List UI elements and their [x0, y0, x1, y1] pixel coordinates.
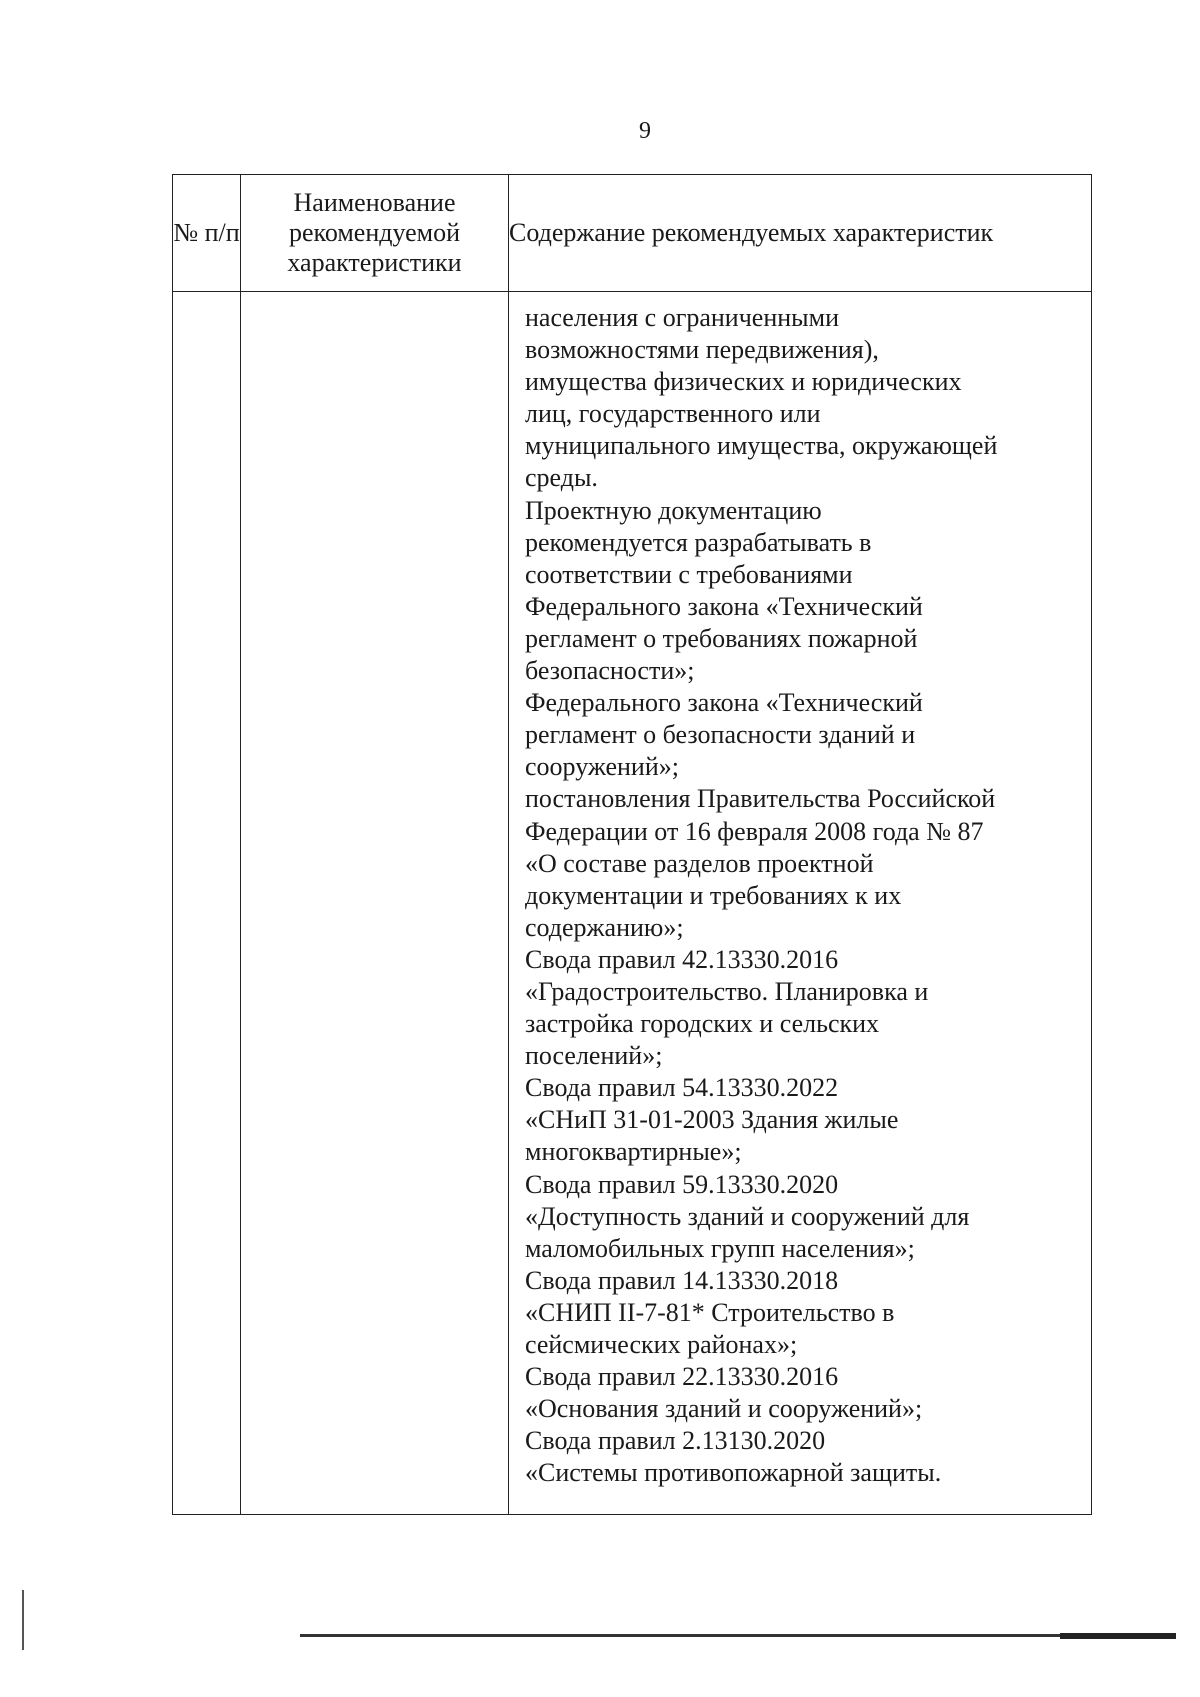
content-line: регламент о безопасности зданий и: [525, 720, 916, 750]
content-line: постановления Правительства Российской: [525, 784, 996, 814]
content-line: поселений»;: [525, 1041, 663, 1071]
content-line: Проектную документацию: [525, 495, 822, 525]
content-line: «Основания зданий и сооружений»;: [525, 1394, 923, 1424]
header-characteristic-name: Наименование рекомендуемой характеристики: [241, 175, 509, 292]
content-line: имущества физических и юридических: [525, 367, 962, 397]
content-line: «СНИП II-7-81* Строительство в: [525, 1297, 895, 1327]
margin-mark: [22, 1590, 24, 1650]
cell-characteristic-name: [241, 292, 509, 1515]
cell-characteristic-content: [509, 292, 1092, 1515]
content-line: Свода правил 14.13330.2018: [525, 1265, 839, 1295]
content-line: Свода правил 22.13330.2016: [525, 1362, 839, 1392]
content-line: «Системы противопожарной защиты.: [525, 1458, 942, 1488]
bottom-rule: [300, 1634, 1176, 1637]
table-header-row: [173, 175, 1092, 292]
content-line: «Градостроительство. Планировка и: [525, 976, 929, 1006]
content-line: соответствии с требованиями: [525, 559, 853, 589]
content-line: возможностями передвижения),: [525, 335, 879, 365]
content-line: лиц, государственного или: [525, 399, 821, 429]
table-row: [173, 292, 1092, 1515]
content-line: населения с ограниченными: [525, 303, 840, 332]
content-line: многоквартирные»;: [525, 1137, 742, 1167]
content-line: муниципального имущества, окружающей: [525, 431, 998, 461]
bottom-rule-accent: [1060, 1633, 1176, 1639]
content-line: содержанию»;: [525, 912, 684, 942]
content-line: сооружений»;: [525, 752, 679, 782]
content-line: Федерального закона «Технический: [525, 688, 923, 718]
content-line: сейсмических районах»;: [525, 1330, 798, 1359]
page-number: 9: [639, 118, 651, 144]
content-line: застройка городских и сельских: [525, 1009, 880, 1039]
content-line: регламент о требованиях пожарной: [525, 623, 918, 653]
content-line: Федерации от 16 февраля 2008 года № 87: [525, 816, 984, 846]
header-number: № п/п: [173, 175, 241, 292]
content-line: «СНиП 31-01-2003 Здания жилые: [525, 1105, 899, 1135]
characteristics-table: [172, 174, 1092, 1515]
content-text: [509, 292, 1091, 1489]
cell-number: [173, 292, 241, 1515]
content-line: Федерального закона «Технический: [525, 591, 923, 621]
content-line: маломобильных групп населения»;: [525, 1233, 915, 1263]
content-line: рекомендуется разрабатывать в: [525, 527, 872, 557]
content-line: Свода правил 42.13330.2016: [525, 944, 839, 974]
content-line: Свода правил 54.13330.2022: [525, 1073, 839, 1103]
content-line: Свода правил 59.13330.2020: [525, 1169, 839, 1199]
content-line: Свода правил 2.13130.2020: [525, 1426, 826, 1456]
content-line: документации и требованиях к их: [525, 880, 902, 910]
header-characteristic-content: Содержание рекомендуемых характеристик: [509, 175, 1092, 292]
content-line: «Доступность зданий и сооружений для: [525, 1201, 970, 1231]
content-line: среды.: [525, 463, 598, 493]
content-line: «О составе разделов проектной: [525, 848, 874, 878]
content-line: безопасности»;: [525, 656, 695, 686]
